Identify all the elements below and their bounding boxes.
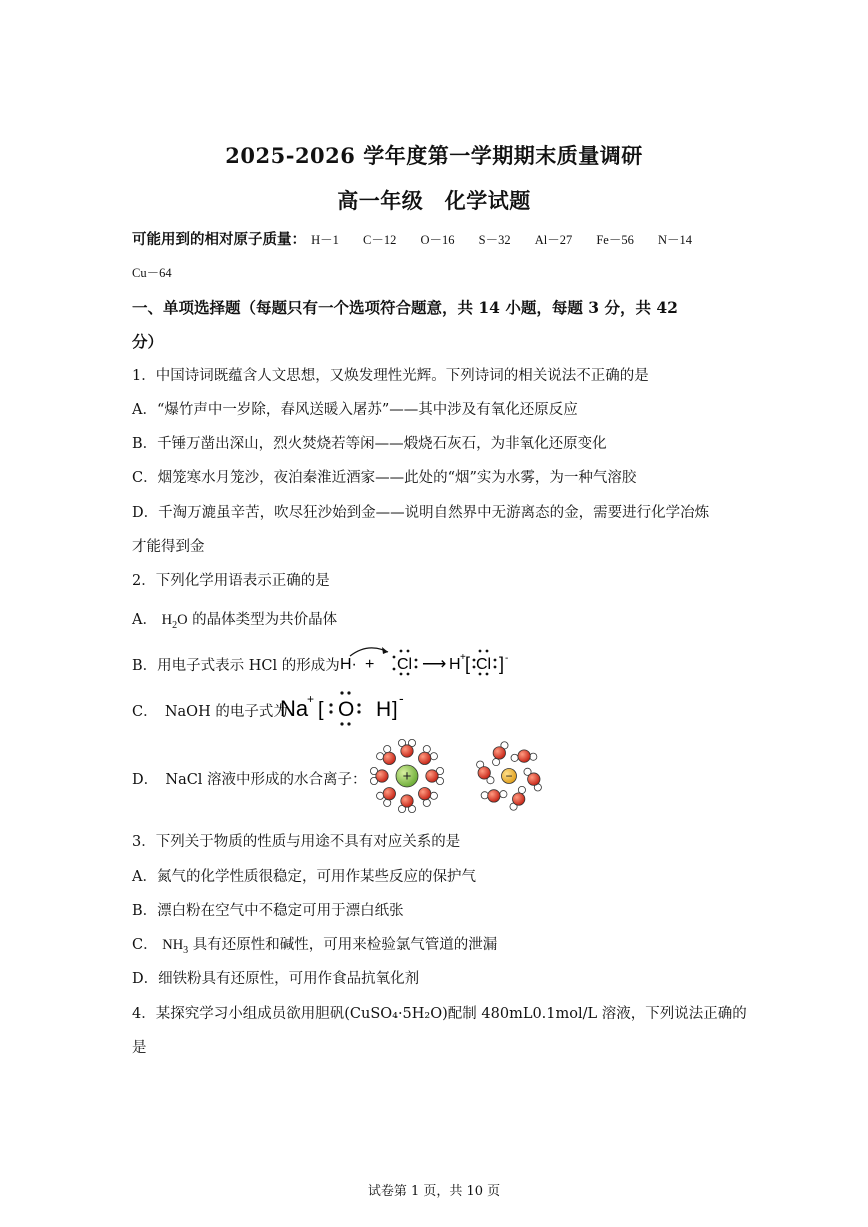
mass-item-wrapped: Cu－64	[132, 266, 172, 280]
mass-item: O－16	[420, 233, 455, 247]
mass-item: S－32	[478, 233, 511, 247]
water-molecule-icon	[511, 750, 537, 762]
hydrogen-atom: H	[376, 698, 392, 721]
oxygen-atom: O	[338, 698, 355, 721]
q1-option-a: A．“爆竹声中一岁除，春风送暖入屠苏”——其中涉及有氧化还原反应	[132, 402, 578, 418]
exam-title: 2025-2026 学年度第一学期期末质量调研	[225, 143, 643, 168]
water-molecule-icon	[370, 767, 388, 784]
water-molecule-icon	[510, 786, 526, 810]
exam-subtitle: 高一年级 化学试题	[337, 188, 531, 213]
svg-text:-: -	[399, 690, 404, 706]
q1-option-b: B．千锤万凿出深山，烈火焚烧若等闲——煅烧石灰石，为非氧化还原变化	[132, 436, 607, 452]
water-formula: $H_2O$	[161, 612, 188, 631]
q1-option-d-cont: 才能得到金	[132, 539, 205, 555]
q2-option-d-text: D． NaCl 溶液中形成的水合离子：	[132, 772, 367, 788]
q1-option-c: C．烟笼寒水月笼沙，夜泊秦淮近酒家——此处的“烟”实为水雾，为一种气溶胶	[132, 470, 637, 486]
mass-item: C－12	[363, 233, 397, 247]
water-molecule-icon	[377, 746, 396, 765]
water-molecule-icon	[377, 787, 396, 806]
page-footer: 试卷第 1 页，共 10 页	[367, 1184, 501, 1199]
water-molecule-icon	[418, 746, 437, 765]
atomic-masses-label: 可能用到的相对原子质量：	[132, 231, 306, 248]
atomic-masses-list	[311, 233, 713, 247]
water-molecule-icon	[398, 739, 415, 757]
mass-item: Al－27	[534, 233, 573, 247]
water-molecule-icon	[481, 790, 507, 802]
q3-option-a: A．氮气的化学性质很稳定，可用作某些反应的保护气	[132, 869, 476, 885]
q2-option-b-text: B．用电子式表示 HCl 的形成为	[132, 658, 340, 674]
mass-item: Fe－56	[596, 233, 634, 247]
sodium-ion: Na	[280, 696, 309, 721]
naoh-electron-formula	[280, 683, 420, 729]
option-text: 具有还原性和碱性，可用来检验氯气管道的泄漏	[192, 937, 498, 953]
section-heading: 一、单项选择题（每题只有一个选项符合题意，共 14 小题，每题 3 分，共 42	[132, 298, 678, 317]
section-heading-cont: 分）	[132, 332, 164, 351]
q2-option-a	[132, 608, 337, 631]
mass-item: H－1	[311, 233, 339, 247]
water-molecule-icon	[426, 767, 444, 784]
reaction-arrow: ⟶	[422, 654, 447, 673]
atomic-masses	[132, 228, 713, 249]
q3-option-b: B．漂白粉在空气中不稳定可用于漂白纸张	[132, 903, 404, 919]
option-text: 的晶体类型为共价晶体	[192, 612, 338, 628]
svg-text:−: −	[505, 769, 513, 783]
option-label: C．	[132, 937, 158, 953]
ammonia-formula: $NH_3$	[162, 937, 189, 956]
hcl-formation-diagram	[338, 640, 518, 680]
water-molecule-icon	[492, 742, 508, 766]
q3-option-d: D．细铁粉具有还原性，可用作食品抗氧化剂	[132, 971, 420, 987]
q3-stem: 3．下列关于物质的性质与用途不具有对应关系的是	[132, 834, 461, 850]
svg-text:+: +	[460, 652, 466, 663]
q2-stem: 2．下列化学用语表示正确的是	[132, 573, 330, 589]
svg-text:]: ]	[499, 654, 505, 674]
water-molecule-icon	[477, 761, 495, 784]
q3-option-c	[132, 933, 497, 956]
svg-text:+: +	[402, 768, 412, 785]
q4-stem: 4．某探究学习小组成员欲用胆矾(CuSO₄·5H₂O)配制 480mL0.1mol/L 溶液，下列说法正确的	[132, 1006, 747, 1022]
hydrated-cation	[370, 739, 443, 812]
svg-text:[: [	[465, 654, 471, 674]
hydrated-anion	[477, 742, 542, 811]
q1-stem: 1．中国诗词既蕴含人文思想，又焕发理性光辉。下列诗词的相关说法不正确的是	[132, 368, 649, 384]
svg-text:[: [	[318, 699, 324, 721]
q1-option-d: D．千淘万漉虽辛苦，吹尽狂沙始到金——说明自然界中无游离态的金，需要进行化学冶炼	[132, 505, 710, 521]
product-hydrogen: H	[449, 656, 461, 673]
option-label: A．	[132, 612, 157, 628]
plus-sign: +	[365, 656, 375, 673]
water-molecule-icon	[418, 787, 437, 806]
q2-option-c-text: C． NaOH 的电子式为	[132, 704, 288, 720]
hydrated-ions-diagram	[362, 736, 552, 816]
svg-text:-: -	[505, 653, 509, 664]
chloride-ion: Cl	[476, 656, 492, 673]
chlorine-atom: Cl	[397, 656, 413, 673]
svg-text:+: +	[307, 692, 315, 706]
water-molecule-icon	[524, 768, 542, 791]
q4-stem-cont: 是	[132, 1040, 147, 1056]
mass-item: N－14	[657, 233, 693, 247]
water-molecule-icon	[398, 795, 415, 813]
svg-text:]: ]	[392, 699, 398, 721]
hydrogen-atom: H·	[340, 656, 357, 673]
